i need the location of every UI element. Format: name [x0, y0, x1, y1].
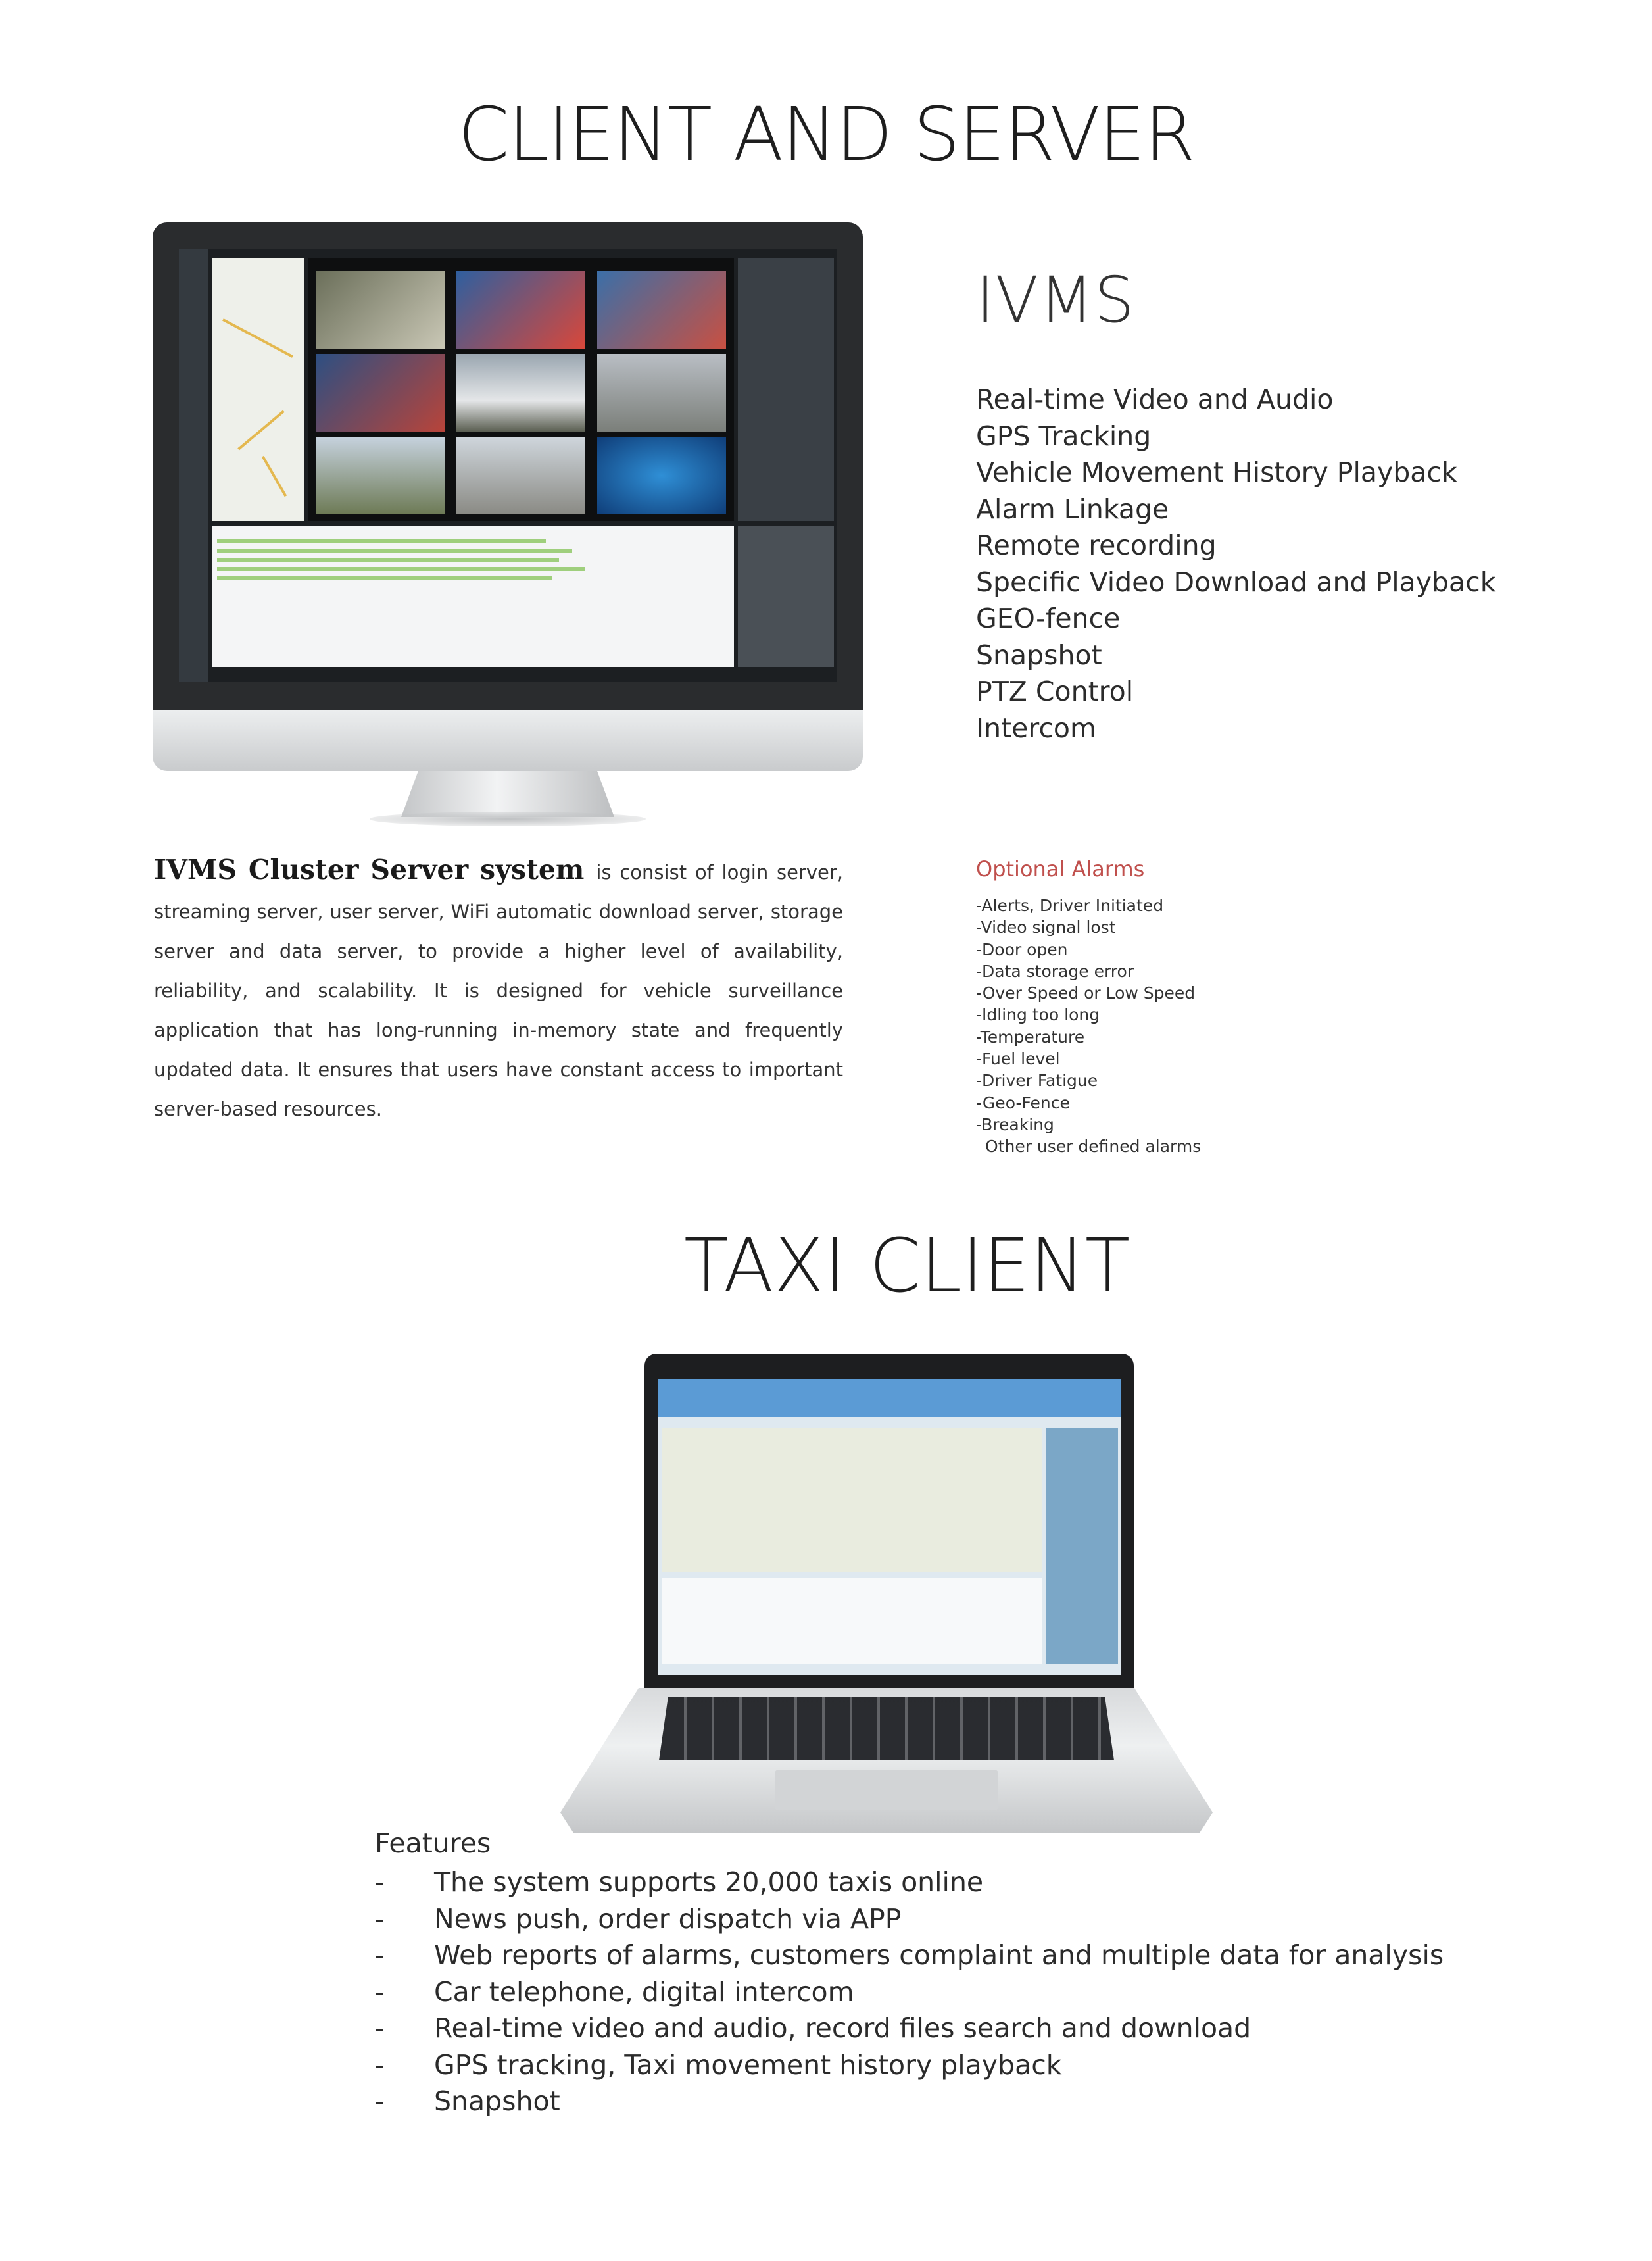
cluster-text: is consist of login server, streaming server, user server, WiFi automatic download server, storage server and data server, to provide a higher level of availability, reliability, and scalability. It is designed for vehicle surveillance application that has long-running in-memory state and frequently updated data. It ensures that users have constant access to important server-based resources.	[154, 861, 843, 1120]
list-item: Other user defined alarms	[985, 1137, 1202, 1156]
taxi-feature-list	[375, 1864, 1444, 2120]
monitor-screen	[179, 249, 837, 682]
monitor-chin	[153, 710, 863, 771]
list-item: GEO-fence	[976, 603, 1121, 634]
list-item: Vehicle Movement History Playback	[976, 457, 1457, 488]
monitor-stand	[401, 771, 614, 817]
list-item: - The system supports 20,000 taxis online	[375, 1864, 1444, 1901]
list-item: - Snapshot	[375, 2083, 1444, 2120]
list-item: - GPS tracking, Taxi movement history playback	[375, 2047, 1444, 2084]
page-title: CLIENT AND SERVER	[458, 92, 1194, 178]
list-item: -Breaking	[976, 1114, 1054, 1134]
laptop-screen	[658, 1379, 1121, 1675]
device-tree-panel	[738, 258, 834, 521]
laptop-image	[560, 1354, 1213, 1814]
laptop-app-toolbar	[658, 1379, 1121, 1417]
laptop-trackpad	[775, 1770, 998, 1810]
optional-alarms-heading: Optional Alarms	[976, 857, 1145, 882]
laptop-map-panel	[662, 1428, 1042, 1572]
list-item: -Driver Fatigue	[976, 1071, 1098, 1091]
desktop-monitor-image	[153, 222, 863, 828]
ivms-feature-list	[976, 382, 1495, 747]
cluster-description	[154, 850, 843, 1129]
list-item: -Data storage error	[976, 961, 1134, 981]
monitor-base-shadow	[370, 812, 646, 826]
laptop-data-table	[662, 1578, 1042, 1664]
list-item: Intercom	[976, 712, 1096, 744]
list-item: - Web reports of alarms, customers complaint and multiple data for analysis	[375, 1937, 1444, 1974]
list-item: -Alerts, Driver Initiated	[976, 896, 1164, 915]
laptop-camera-column	[1046, 1428, 1118, 1664]
cluster-heading: IVMS Cluster Server system	[154, 854, 585, 885]
list-item: -Temperature	[976, 1027, 1085, 1047]
list-item: -Idling too long	[976, 1005, 1100, 1025]
list-item: GPS Tracking	[976, 420, 1152, 452]
list-item: -Door open	[976, 939, 1068, 959]
properties-panel	[738, 526, 834, 667]
list-item: -Fuel level	[976, 1049, 1060, 1069]
list-item: PTZ Control	[976, 676, 1134, 707]
list-item: -Over Speed or Low Speed	[976, 983, 1196, 1003]
list-item: Real-time Video and Audio	[976, 384, 1334, 415]
alarm-list	[976, 895, 1201, 1158]
list-item: -Geo-Fence	[976, 1093, 1070, 1112]
list-item: Alarm Linkage	[976, 493, 1169, 525]
list-item: - Real-time video and audio, record files search and download	[375, 2010, 1444, 2047]
alarm-table	[212, 526, 734, 667]
map-panel	[212, 258, 304, 521]
list-item: - Car telephone, digital intercom	[375, 1974, 1444, 2011]
list-item: - News push, order dispatch via APP	[375, 1901, 1444, 1938]
taxi-client-heading: TAXI CLIENT	[684, 1224, 1130, 1309]
list-item: -Video signal lost	[976, 918, 1116, 937]
features-heading: Features	[375, 1827, 491, 1859]
list-item: Remote recording	[976, 530, 1217, 561]
list-item: Snapshot	[976, 639, 1102, 671]
app-sidebar	[179, 249, 208, 682]
video-grid	[308, 258, 734, 521]
list-item: Specific Video Download and Playback	[976, 566, 1496, 598]
laptop-keyboard	[659, 1697, 1114, 1760]
ivms-heading: IVMS	[976, 263, 1135, 337]
